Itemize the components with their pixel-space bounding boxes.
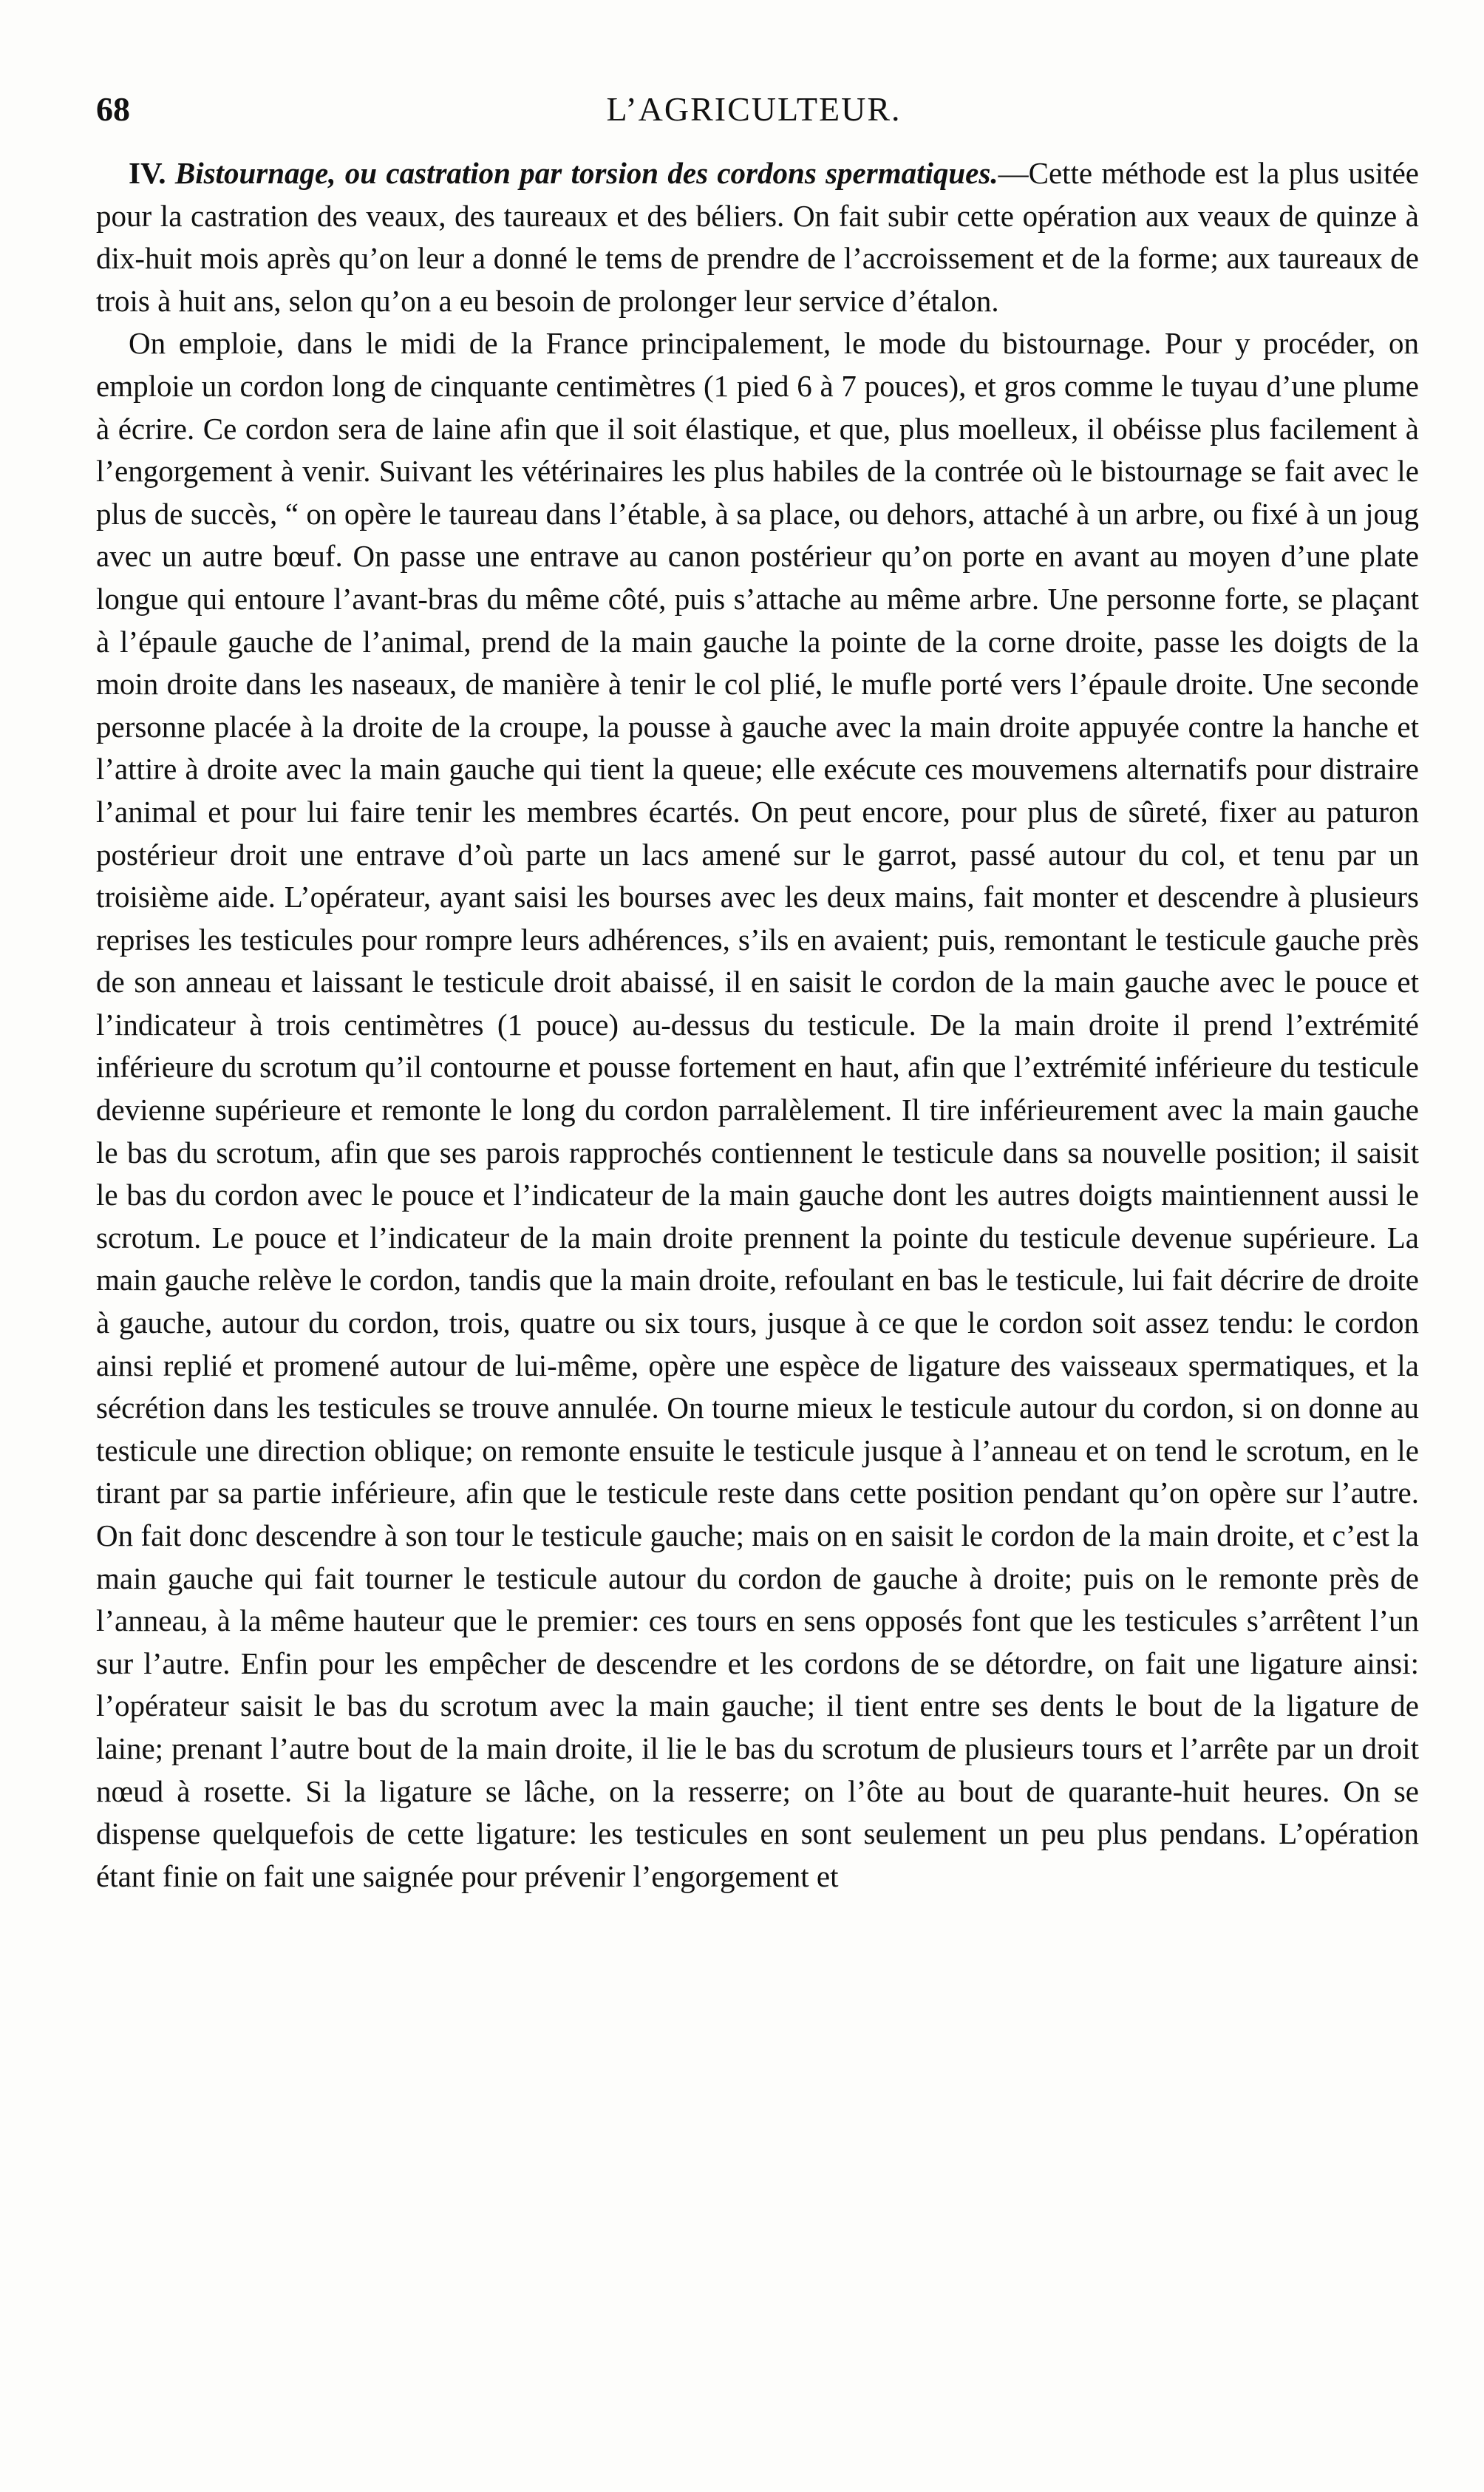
page-header bbox=[96, 80, 1412, 139]
section-numeral: IV. bbox=[129, 156, 166, 190]
paragraph: On emploie, dans le midi de la France principalement, le mode du bistournage. Pour y procéder, on emploie un cordon long de cinquante centimètres (1 pied 6 à 7 pouces), et gros comme le tuyau d’une plume à écrire. Ce cordon sera de laine afin que il soit élastique, et que, plus moelleux, il obéisse plus facilement à l’engorgement à venir. Suivant les vétérinaires les plus habiles de la contrée où le bistournage se fait avec le plus de succès, “ on opère le taureau dans l’étable, à sa place, ou dehors, attaché à un arbre, ou fixé à un joug avec un autre bœuf. On passe une entrave au canon postérieur qu’on porte en avant au moyen d’une plate longue qui entoure l’avant-bras du même côté, puis s’attache au même arbre. Une personne forte, se plaçant à l’épaule gauche de l’animal, prend de la main gauche la pointe de la corne droite, passe les doigts de la moin droite dans les naseaux, de manière à tenir le col plié, le mufle porté vers l’épaule droite. Une seconde personne placée à la droite de la croupe, la pousse à gauche avec la main droite appuyée contre la hanche et l’attire à droite avec la main gauche qui tient la queue; elle exécute ces mouvemens alternatifs pour distraire l’animal et pour lui faire tenir les membres écartés. On peut encore, pour plus de sûreté, fixer au paturon postérieur droit une entrave d’où parte un lacs amené sur le garrot, passé autour du col, et tenu par un troisième aide. L’opérateur, ayant saisi les bourses avec les deux mains, fait monter et descendre à plusieurs reprises les testicules pour rompre leurs adhérences, s’ils en avaient; puis, remontant le testicule gauche près de son anneau et laissant le testicule droit abaissé, il en saisit le cordon de la main gauche avec le pouce et l’indicateur à trois centimètres (1 pouce) au-dessus du testicule. De la main droite il prend l’extrémité inférieure du scrotum qu’il contourne et pousse fortement en haut, afin que l’extrémité inférieure du testicule devienne supérieure et remonte le long du cordon parralèlement. Il tire inférieurement avec la main gauche le bas du scrotum, afin que ses parois rapprochés contiennent le testicule dans sa nouvelle position; il saisit le bas du cordon avec le pouce et l’indicateur de la main gauche dont les autres doigts maintiennent aussi le scrotum. Le pouce et l’indicateur de la main droite prennent la pointe du testicule devenue supérieure. La main gauche relève le cordon, tandis que la main droite, refoulant en bas le testicule, lui fait décrire de droite à gauche, autour du cordon, trois, quatre ou six tours, jusque à ce que le cordon soit assez tendu: le cordon ainsi replié et promené autour de lui-même, opère une espèce de ligature des vaisseaux spermatiques, et la sécrétion dans les testicules se trouve annulée. On tourne mieux le testicule autour du cordon, si on donne au testicule une direction oblique; on remonte ensuite le testicule jusque à l’anneau et on tend le scrotum, en le tirant par sa partie inférieure, afin que le testicule reste dans cette position pendant qu’on opère sur l’autre. On fait donc descendre à son tour le testicule gauche; mais on en saisit le cordon de la main droite, et c’est la main gauche qui fait tourner le testicule autour du cordon de gauche à droite; puis on le remonte près de l’anneau, à la même hauteur que le premier: ces tours en sens opposés font que les testicules s’arrêtent l’un sur l’autre. Enfin pour les empêcher de descendre et les cordons de se détordre, on fait une ligature ainsi: l’opérateur saisit le bas du scrotum avec la main gauche; il tient entre ses dents le bout de la ligature de laine; prenant l’autre bout de la main droite, il lie le bas du scrotum de plusieurs tours et l’arrête par un droit nœud à rosette. Si la ligature se lâche, on la resserre; on l’ôte au bout de quarante-huit heures. On se dispense quelquefois de cette ligature: les testicules en sont seulement un peu plus pendans. L’opération étant finie on fait une saignée pour prévenir l’engorgement et bbox=[96, 326, 1419, 1893]
section-title: Bistournage, ou castration par torsion des cordons spermatiques. bbox=[174, 156, 998, 190]
section-paragraph bbox=[96, 152, 1419, 322]
section-lead-text: —Cette méthode est la plus usitée pour la castration des veaux, des taureaux et des béliers. On fait subir cette opération aux veaux de quinze à dix-huit mois après qu’on leur a donné le tems de prendre de l’accroissement et de la forme; aux taureaux de trois à huit ans, selon qu’on a eu besoin de prolonger leur service d’étalon. bbox=[96, 156, 1420, 318]
running-title: L’AGRICULTEUR. bbox=[606, 90, 902, 128]
body-text bbox=[96, 152, 1419, 1898]
page-number: 68 bbox=[96, 90, 130, 128]
